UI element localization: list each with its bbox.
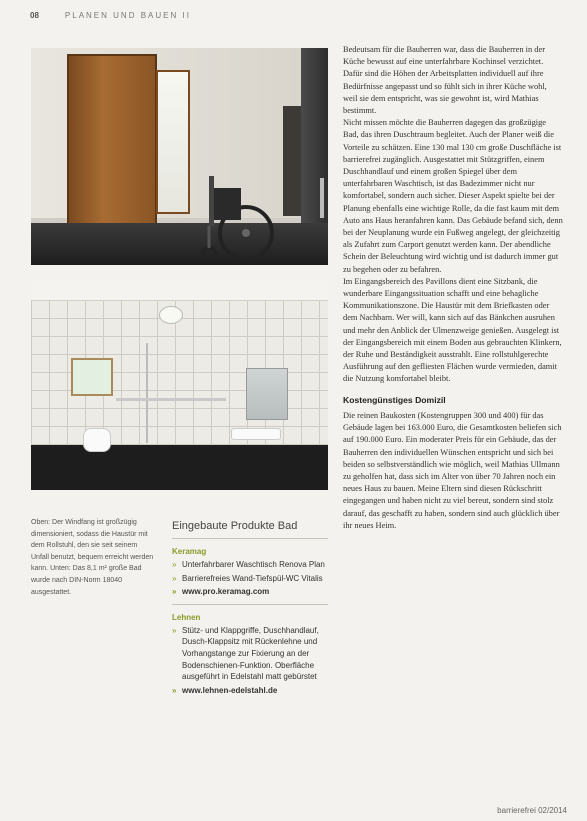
- products-title: Eingebaute Produkte Bad: [172, 520, 328, 539]
- products-box: [172, 520, 328, 698]
- sink: [231, 428, 281, 440]
- product-list: [172, 625, 328, 697]
- product-category: Lehnen: [172, 612, 201, 622]
- list-item: » Stütz- und Klappgriffe, Duschhandlauf, Dusch-Klappsitz mit Rückenlehne und Vorhangstange zur Fixierung an der Bodenschienen-Funktion. Oberfläche ausgeführt in Edelstahl matt gebürstet: [172, 625, 328, 683]
- bathroom-floor: [31, 445, 328, 490]
- mirror: [246, 368, 288, 420]
- product-link[interactable]: » www.lehnen-edelstahl.de: [172, 685, 328, 697]
- article-paragraph: Die reinen Baukosten (Kostengruppen 300 und 400) für das Gebäude lagen bei 163.000 Euro, die Gesamtkosten beliefen sich auf 190.000 Euro. Ein moderater Preis für ein Gebäude, das der Bauherren den individuellen Wünschen entspricht und sich bei beiden so selbstverständlich wie möglich, weil Mathias Ullmann zu geholfen hat, dass sich im Alter von über 70 Jahren noch ein neues Haus zu bauen. Meine Eltern sind diesen Rückschritt eingegangen und haben nicht zu viel bereut, sondern sind stolz darauf, das geschafft zu haben, sondern sind auch glücklich über ihr neues Heim.: [343, 410, 562, 530]
- door-glass-panel: [156, 70, 190, 214]
- photo-caption: Oben: Der Windfang ist großzügig dimensioniert, sodass die Haustür mit dem Rollstuhl, den sie seit seinem Unfall benutzt, bequem erreicht werden kann. Unten: Das 8,1 m² große Bad wurde nach DIN-Norm 18040 ausgestattet.: [31, 519, 154, 596]
- product-list: [172, 559, 328, 598]
- list-item: » Barrierefreies Wand-Tiefspül-WC Vitalis: [172, 573, 328, 585]
- toilet: [83, 428, 111, 452]
- wheelchair-icon: [191, 168, 281, 263]
- bathroom-photo: [31, 278, 328, 490]
- article-paragraph: Bedeutsam für die Bauherren war, dass die Bauherren in der Küche bewusst auf eine unterfahrbare Kochinsel verzichtet. Dafür sind die Höhen der Arbeitsplatten individuell auf ihre Bedürfnisse angepasst und so fühlt sich in ihrer Küche wohl, weil sie dem entspricht, was sie gewohnt ist, wird Mathias bestimmt.: [343, 45, 547, 116]
- page-number: 08: [30, 10, 39, 20]
- entrance-photo: [31, 48, 328, 265]
- page-header: [30, 8, 557, 22]
- list-item: » Unterfahrbarer Waschtisch Renova Plan: [172, 559, 328, 571]
- page-footer: barrierefrei 02/2014: [497, 806, 567, 815]
- door-handle: [320, 178, 324, 218]
- product-category: Keramag: [172, 547, 207, 556]
- bathroom-window: [71, 358, 113, 396]
- shower-curtain-rod: [146, 343, 148, 443]
- product-link[interactable]: » www.pro.keramag.com: [172, 586, 328, 598]
- floor: [31, 223, 328, 265]
- grab-bar: [116, 398, 226, 401]
- article-paragraph: Im Eingangsbereich des Pavillons dient eine Sitzbank, die wunderbare Eingangssituation schafft und eine behagliche Kommunikationszone. Die Haustür mit dem Briefkasten oder dem Nachbarn. Wer will, kann sich auf das Bänkchen ausruhen und mehr den Anblick der Ulmenzweige genießen. Ausgelegt ist der Eingangsbereich mit einem Boden aus gebrauchten Klinkern, der Ruhe und Beständigkeit ausstrahlt. Eine rollstuhlgerechte Ausführung auf den gefliesten Flächen wurde vermieden, damit die Nutzung komfortabel bleibt.: [343, 276, 562, 384]
- subheading: Kostengünstiges Domizil: [343, 394, 446, 405]
- article-body: [343, 44, 563, 532]
- article-paragraph: Nicht missen möchte die Bauherren dagegen das großzügige Bad, das ihren Duschtraum begleitet. Auch der Planer weiß die Vorteile zu schätzen. Eine 130 mal 130 cm große Duschfläche ist barrierefrei zugänglich. Ausgestattet mit Stützgriffen, einem Duschhandlauf und einem großen Spiegel über dem unterfahrbaren Waschtisch, ist das Badezimmer nicht nur komfortabel, sondern auch sicher. Dieser Aspekt spielte bei der Planung ebenfalls eine wichtige Rolle, da die fast kaum mit dem Auto ans Haus heranfahren kann. Das Gebäude befand sich, denn bei der Neuplanung wurde ein Fußweg angelegt, der gleichzeitig als Zufahrt zum Carport genutzt werden kann. Der abendliche Schein der Beleuchtung wird wichtig und ist dadurch immer gut zu begehen oder zu befahren.: [343, 118, 563, 274]
- ceiling-lamp: [159, 306, 183, 324]
- section-title: PLANEN UND BAUEN II: [64, 10, 191, 20]
